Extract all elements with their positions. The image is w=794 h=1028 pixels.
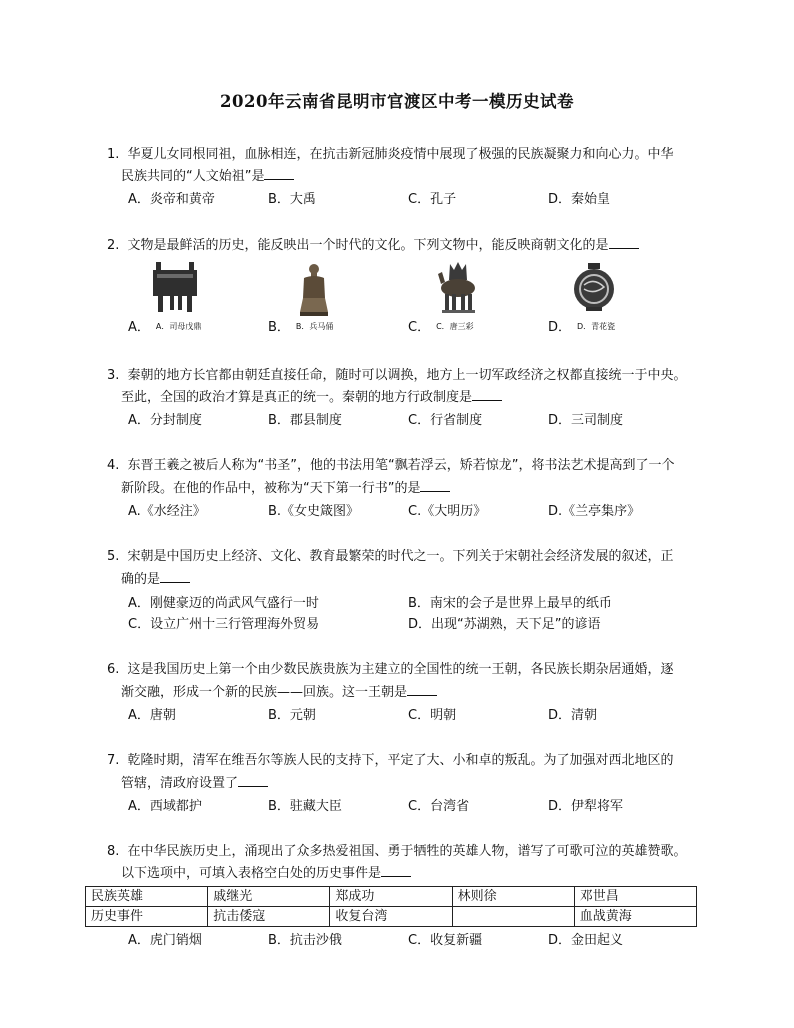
answer-blank [238, 774, 268, 787]
q3-option-c[interactable]: C．行省制度 [408, 413, 483, 428]
question-5-text-2: 确的是 [121, 572, 161, 587]
q6-option-d[interactable]: D．清朝 [548, 708, 598, 723]
q5-option-a[interactable]: A．刚健豪迈的尚武风气盛行一时 [128, 596, 319, 611]
question-5-text-1: 宋朝是中国历史上经济、文化、教育最繁荣的时代之一。下列关于宋朝社会经济发展的叙述，正 [127, 549, 674, 564]
question-5-line-1 [107, 548, 674, 566]
q5-option-b[interactable]: B．南宋的会子是世界上最早的纸币 [408, 596, 612, 611]
q8-option-d[interactable]: D．金田起义 [548, 933, 624, 948]
question-2-number: 2. [107, 238, 120, 253]
q2-caption-c: C．唐三彩 [436, 322, 474, 331]
q7-option-c[interactable]: C．台湾省 [408, 799, 470, 814]
question-1-text-2: 民族共同的“人文始祖”是 [121, 169, 265, 184]
q3-option-b[interactable]: B．郡县制度 [268, 413, 342, 428]
question-4-number: 4. [107, 458, 120, 473]
question-6-text-2: 渐交融，形成一个新的民族——回族。这一王朝是 [121, 685, 408, 700]
table-cell: 抗击倭寇 [208, 907, 330, 927]
question-7-text-1: 乾隆时期，清军在维吾尔等族人民的支持下，平定了大、小和卓的叛乱。为了加强对西北地区的 [127, 753, 674, 768]
q4-option-d[interactable]: D.《兰亭集序》 [548, 504, 641, 519]
question-3-text-1: 秦朝的地方长官都由朝廷直接任命，随时可以调换，地方上一切军政经济之权都直接统一于中央。 [127, 368, 687, 383]
question-6-text-1: 这是我国历史上第一个由少数民族贵族为主建立的全国性的统一王朝，各民族长期杂居通婚，逐 [127, 662, 674, 677]
q4-option-c[interactable]: C.《大明历》 [408, 504, 487, 519]
q4-option-b[interactable]: B.《女史箴图》 [268, 504, 360, 519]
answer-blank [472, 388, 502, 401]
q1-option-b[interactable]: B．大禹 [268, 192, 316, 207]
hero-event-table [85, 886, 697, 927]
q7-option-b[interactable]: B．驻藏大臣 [268, 799, 342, 814]
answer-blank [264, 167, 294, 180]
table-header-cell: 民族英雄 [86, 887, 208, 907]
table-cell: 郑成功 [330, 887, 452, 907]
table-blank-cell [452, 907, 574, 927]
answer-blank [381, 864, 411, 877]
q2-option-c[interactable] [408, 318, 474, 337]
q2-option-d[interactable] [548, 318, 615, 337]
question-4-line-1 [107, 457, 675, 475]
q3-option-d[interactable]: D．三司制度 [548, 413, 624, 428]
q4-option-a[interactable]: A.《水经注》 [128, 504, 206, 519]
q6-option-c[interactable]: C．明朝 [408, 708, 457, 723]
question-5-number: 5. [107, 549, 120, 564]
question-3-number: 3. [107, 368, 120, 383]
question-7-text-2: 管辖，清政府设置了 [121, 776, 239, 791]
q2-caption-b: B．兵马俑 [295, 322, 334, 331]
q2-option-b[interactable] [268, 318, 333, 337]
q1-option-c[interactable]: C．孔子 [408, 192, 457, 207]
question-1-text-1: 华夏儿女同根同祖，血脉相连，在抗击新冠肺炎疫情中展现了极强的民族凝聚力和向心力。中华 [127, 147, 674, 162]
question-5-line-2 [121, 570, 190, 589]
question-3-line-2 [121, 388, 502, 407]
table-row [86, 907, 697, 927]
question-2-line-1 [107, 236, 639, 255]
question-4-line-2 [121, 479, 450, 498]
question-8-line-1 [107, 843, 687, 861]
table-row [86, 887, 697, 907]
question-3-line-1 [107, 367, 687, 385]
q2-option-d-letter: D． [548, 320, 572, 335]
table-cell: 林则徐 [452, 887, 574, 907]
exam-title: 2020年云南省昆明市官渡区中考一模历史试卷 [220, 92, 574, 111]
question-8-line-2 [121, 864, 411, 883]
q2-option-c-letter: C． [408, 320, 431, 335]
q2-option-b-letter: B． [268, 320, 290, 335]
q2-option-a-letter: A． [128, 320, 150, 335]
question-1-number: 1. [107, 147, 120, 162]
table-cell: 收复台湾 [330, 907, 452, 927]
q7-option-a[interactable]: A．西域都护 [128, 799, 202, 814]
q2-option-a[interactable] [128, 318, 201, 337]
q1-option-a[interactable]: A．炎帝和黄帝 [128, 192, 215, 207]
question-3-text-2: 至此，全国的政治才算是真正的统一。秦朝的地方行政制度是 [121, 390, 473, 405]
q8-option-b[interactable]: B．抗击沙俄 [268, 933, 342, 948]
q1-option-d[interactable]: D．秦始皇 [548, 192, 611, 207]
question-1-line-1 [107, 146, 674, 164]
q8-option-c[interactable]: C．收复新疆 [408, 933, 483, 948]
question-8-number: 8. [107, 844, 120, 859]
answer-blank [407, 683, 437, 696]
q2-caption-d: D．青花瓷 [577, 322, 616, 331]
q6-option-a[interactable]: A．唐朝 [128, 708, 176, 723]
question-6-number: 6. [107, 662, 120, 677]
ding-vessel-icon [150, 260, 200, 315]
blue-white-porcelain-icon [572, 261, 616, 313]
q5-option-c[interactable]: C．设立广州十三行管理海外贸易 [128, 617, 320, 632]
tri-color-camel-icon [436, 260, 480, 315]
q5-option-d[interactable]: D．出现“苏湖熟，天下足”的谚语 [408, 617, 601, 632]
answer-blank [160, 570, 190, 583]
question-8-text-1: 在中华民族历史上，涌现出了众多热爱祖国、勇于牺牲的英雄人物，谱写了可歌可泣的英雄赞歌。 [127, 844, 687, 859]
table-cell: 邓世昌 [574, 887, 696, 907]
q8-option-a[interactable]: A．虎门销烟 [128, 933, 202, 948]
question-8-text-2: 以下选项中，可填入表格空白处的历史事件是 [121, 866, 382, 881]
question-7-line-2 [121, 774, 268, 793]
table-cell: 血战黄海 [574, 907, 696, 927]
question-7-number: 7. [107, 753, 120, 768]
q3-option-a[interactable]: A．分封制度 [128, 413, 202, 428]
table-header-cell: 历史事件 [86, 907, 208, 927]
answer-blank [420, 479, 450, 492]
question-7-line-1 [107, 752, 674, 770]
question-6-line-2 [121, 683, 437, 702]
q2-caption-a: A．司母戊鼎 [155, 322, 202, 331]
question-2-text-1: 文物是最鲜活的历史，能反映出一个时代的文化。下列文物中，能反映商朝文化的是 [127, 238, 609, 253]
question-6-line-1 [107, 661, 674, 679]
question-1-line-2 [121, 167, 294, 186]
question-4-text-1: 东晋王羲之被后人称为“书圣”，他的书法用笔“飘若浮云，矫若惊龙”，将书法艺术提高到了一个 [127, 458, 675, 473]
question-4-text-2: 新阶段。在他的作品中，被称为“天下第一行书”的是 [121, 481, 421, 496]
answer-blank [609, 236, 639, 249]
table-cell: 戚继光 [208, 887, 330, 907]
q6-option-b[interactable]: B．元朝 [268, 708, 316, 723]
q7-option-d[interactable]: D．伊犁将军 [548, 799, 624, 814]
terracotta-warrior-icon [298, 262, 330, 316]
